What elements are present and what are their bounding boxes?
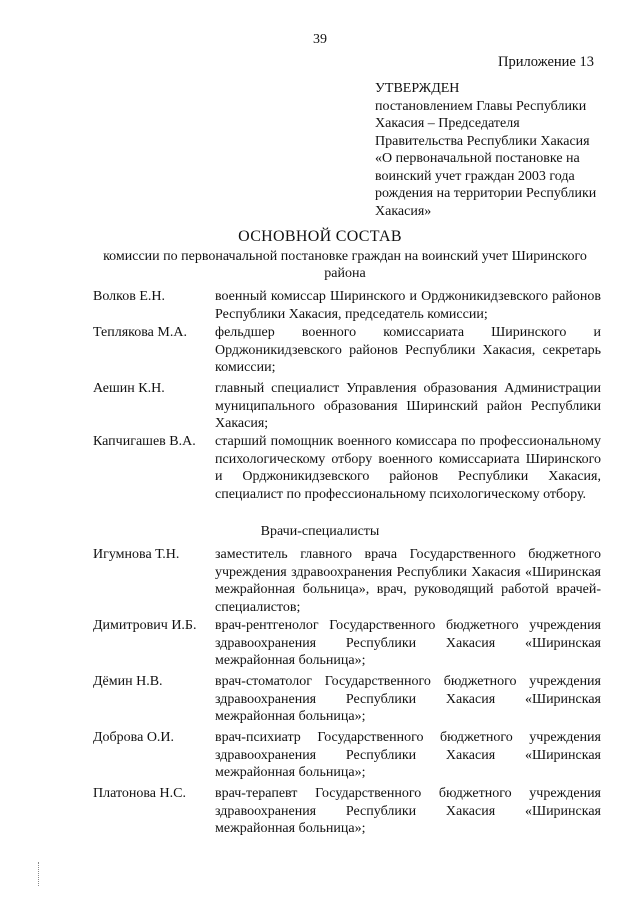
appendix-label: Приложение 13 [498,54,594,70]
doctor-name: Платонова Н.С. [93,786,186,801]
approval-line: постановлением Главы Республики [375,98,587,114]
doctor-role: врач-терапевт Государственного бюджетного учреждения здравоохранения Республики Хакасия «Ширинская межрайонная больница»; [215,786,601,836]
approval-line: Хакасия – Председателя [375,116,520,131]
member-name: Капчигашев В.А. [93,434,196,449]
member-role: военный комиссар Ширинского и Орджоникидзевского районов Республики Хакасия, председатель комиссии; [215,289,601,322]
member-row [93,324,601,377]
approval-heading: УТВЕРЖДЕН [375,81,460,96]
member-row [93,288,601,323]
doctor-name: Игумнова Т.Н. [93,547,180,562]
member-role: старший помощник военного комиссара по профессиональному психологическому отбору военного комиссариата Ширинского и Орджоникидзевского районов Республики Хакасия, специалист по профессиональному психологическому отбору. [215,434,601,502]
doctor-role: врач-стоматолог Государственного бюджетного учреждения здравоохранения Республики Хакасия «Ширинская межрайонная больница»; [215,674,601,724]
doctor-role: врач-рентгенолог Государственного бюджетного учреждения здравоохранения Республики Хакасия «Ширинская межрайонная больница»; [215,618,601,668]
document-subtitle: комиссии по первоначальной постановке граждан на воинский учет Ширинского района [103,249,587,281]
doctor-row [93,673,601,726]
member-name: Теплякова М.А. [93,325,187,340]
doctor-row [93,785,601,838]
member-role: фельдшер военного комиссариата Ширинского и Орджоникидзевского районов Республики Хакасия, секретарь комиссии; [215,325,601,375]
approval-line: Хакасия» [375,203,432,219]
doctor-row [93,729,601,782]
member-role: главный специалист Управления образования Администрации муниципального образования Ширинский район Республики Хакасия; [215,381,601,431]
doctor-name: Доброва О.И. [93,730,175,745]
doctor-role: врач-психиатр Государственного бюджетного учреждения здравоохранения Республики Хакасия «Ширинская межрайонная больница»; [215,730,601,780]
doctor-name: Димитрович И.Б. [93,618,197,633]
scan-margin-mark [38,862,41,886]
doctors-heading: Врачи-специалисты [260,524,380,539]
document-title: ОСНОВНОЙ СОСТАВ [238,228,402,245]
member-name: Аешин К.Н. [93,381,165,396]
approval-block [375,80,610,220]
approval-line: рождения на территории Республики [375,186,597,201]
approval-line: «О первоначальной постановке на [375,151,580,166]
approval-line: воинский учет граждан 2003 года [375,168,575,184]
doctor-role: заместитель главного врача Государственного бюджетного учреждения здравоохранения Республики Хакасия «Ширинская межрайонная больница», врач, руководящий работой врачей-специалистов; [215,547,601,615]
page-number: 39 [313,32,327,47]
member-row [93,433,601,503]
doctor-name: Дёмин Н.В. [93,674,163,689]
member-row [93,380,601,433]
approval-line: Правительства Республики Хакасия [375,133,590,149]
doctor-row [93,546,601,616]
member-name: Волков Е.Н. [93,289,166,304]
doctor-row [93,617,601,670]
